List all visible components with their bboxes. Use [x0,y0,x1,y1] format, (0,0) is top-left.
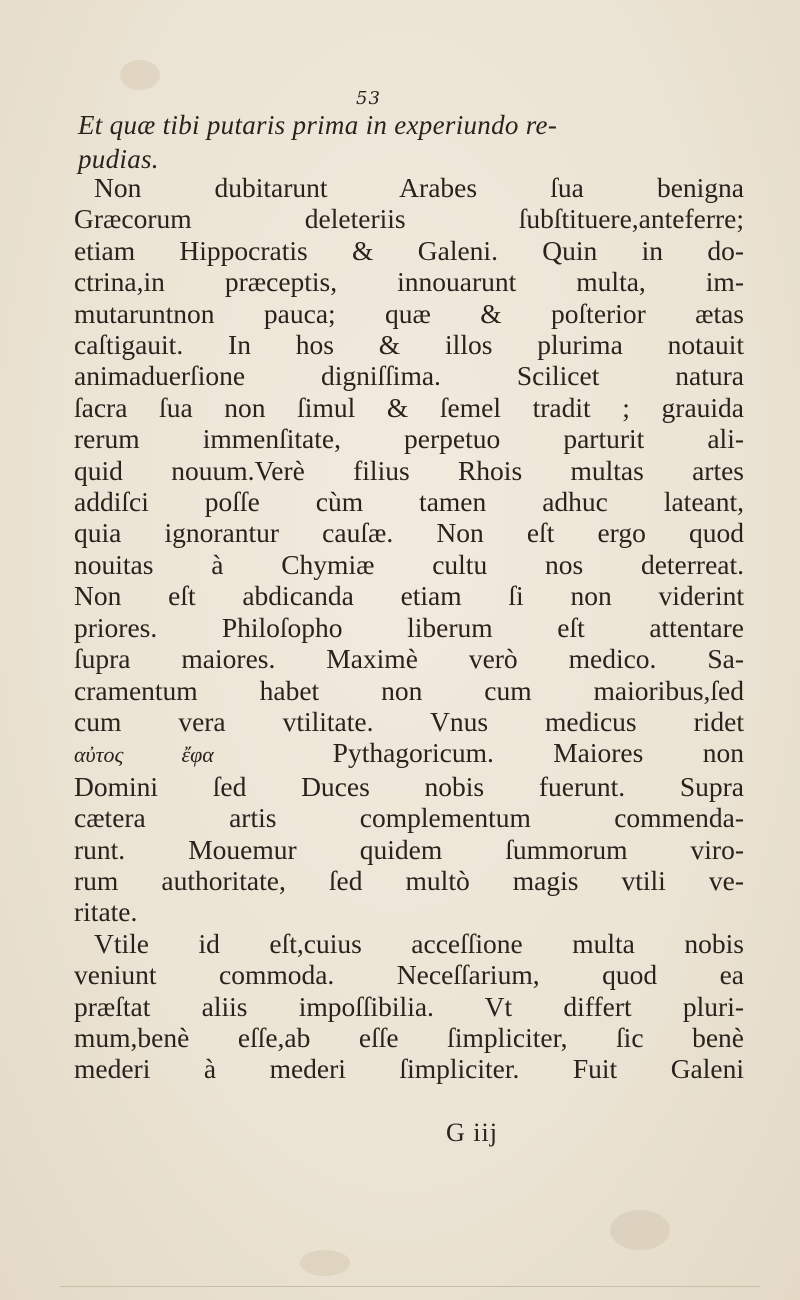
text-line: quia ignorantur cauſæ. Non eſt ergo quod [74,517,744,549]
foxing-stain [120,60,160,90]
text-line: cramentum habet non cum maioribus,ſed [74,674,744,706]
heading-line: Et quæ tibi putaris prima in experiundo re- [78,110,558,140]
signature-mark: G iij [446,1118,498,1147]
text-line: mum,benè eſſe,ab eſſe ſimpliciter, ſic benè [74,1021,744,1053]
text-line: mederi à mederi ſimpliciter. Fuit Galeni [74,1053,744,1085]
text-line: præſtat aliis impoſſibilia. Vt differt pluri- [74,990,744,1022]
text-line: mutaruntnon pauca; quæ & poſterior ætas [74,297,744,329]
text-line: animaduerſione digniſſima. Scilicet natura [74,360,744,392]
text-line: veniunt commoda. Neceſſarium, quod ea [74,959,744,991]
foxing-stain [610,1210,670,1250]
text-line: Non eſt abdicanda etiam ſi non viderint [74,580,744,612]
text-line: cætera artis complementum commenda- [74,802,744,834]
text-line: runt. Mouemur quidem ſummorum viro- [74,833,744,865]
text-line: priores. Philoſopho liberum eſt attentare [74,611,744,643]
text-line: Domini ſed Duces nobis fuerunt. Supra [74,770,744,802]
text-line: ſacra ſua non ſimul & ſemel tradit ; grauida [74,391,744,423]
text-line: Vtile id eſt,cuius acceſſione multa nobis [94,927,744,959]
foxing-stain [300,1250,350,1276]
text-line: cum vera vtilitate. Vnus medicus ridet [74,705,744,737]
text-line: ſupra maiores. Maximè verò medico. Sa- [74,643,744,675]
text-line: nouitas à Chymiæ cultu nos deterreat. [74,548,744,580]
greek-phrase: αὐτος ἔφα [74,742,214,768]
text-line: Non dubitarunt Arabes ſua benigna [94,172,744,203]
page-number: 53 [356,88,381,109]
text-line: Græcorum deleteriis ſubſtituere,anteferre; [74,203,744,235]
text-line: rum authoritate, ſed multò magis vtili ve- [74,864,744,896]
page-edge-line [60,1286,760,1287]
text-line: ritate. [74,896,138,928]
text-line: caſtigauit. In hos & illos plurima notauit [74,329,744,361]
text-fragment: Pythagoricum. Maiores non [332,737,744,769]
text-line: addiſci poſſe cùm tamen adhuc lateant, [74,486,744,518]
body-text [74,172,744,1085]
text-line: etiam Hippocratis & Galeni. Quin in do- [74,234,744,266]
heading-line: pudias. [78,144,159,174]
text-line: ctrina,in præceptis, innouarunt multa, im- [74,266,744,298]
italic-heading [78,108,738,176]
text-line: quid nouum.Verè filius Rhois multas artes [74,454,744,486]
text-line: rerum immenſitate, perpetuo parturit ali- [74,423,744,455]
text-line-with-greek [74,737,744,770]
